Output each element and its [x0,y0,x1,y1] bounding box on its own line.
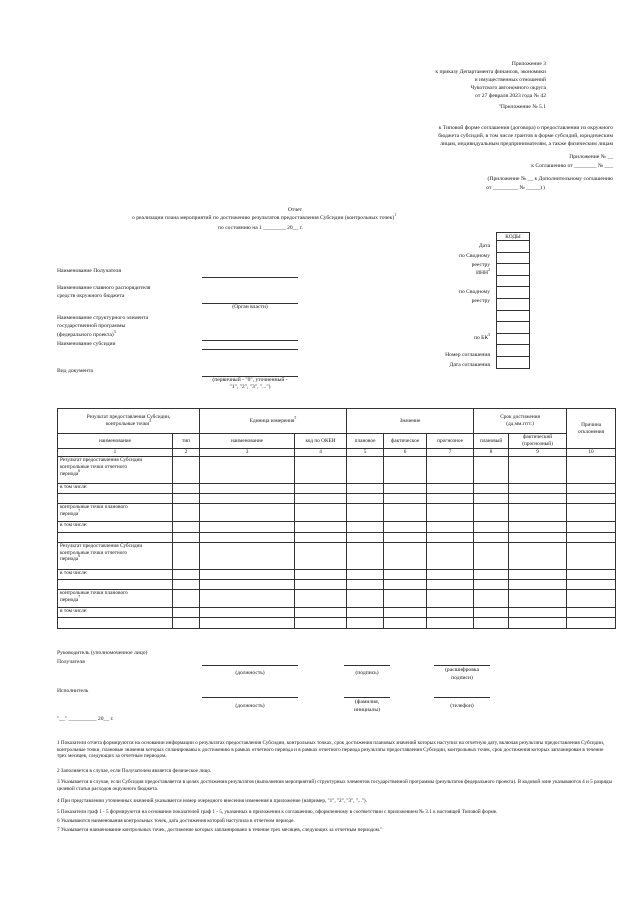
table-cell[interactable] [200,494,295,504]
code-label-registry-1b: реестру [471,262,490,268]
table-cell[interactable] [509,457,567,484]
code-label-date: Дата [478,243,490,249]
code-cell-empty-4[interactable] [497,322,530,334]
table-cell[interactable] [474,579,509,589]
doc-type-caption-1: (первичный - "0", уточненный - [212,377,288,383]
code-label-registry-1: по Сводному [458,253,490,259]
th-unit-text: Единица измерения [249,417,295,424]
footnote-4: 4 При представлении уточненных значений указывается номер очередного внесения изменения в приложение (например, "1", "2", "3", "..."). [57,798,367,804]
table-cell[interactable] [474,484,509,494]
table-cell[interactable] [295,542,347,569]
executor-name-caption-2: инициалы) [354,707,380,713]
row-label [58,504,173,522]
code-cell-agreement-number[interactable] [497,345,530,357]
table-cell[interactable] [384,542,427,569]
table-row [58,494,616,504]
th-reason-line-2: отклонения [578,428,605,435]
table-row [58,522,616,532]
row-label-line: контрольные точки отчетного [60,463,128,470]
table-cell[interactable] [173,590,200,608]
table-cell[interactable] [567,618,616,628]
row-label-line: контрольные точки планового [60,590,128,597]
code-label-registry-2: по Сводному [458,289,490,295]
struct-label-1: Наименование структурного элемента [57,315,149,321]
table-cell[interactable] [509,484,567,494]
struct-label-3 [57,332,116,339]
table-cell[interactable] [384,522,427,532]
code-cell-date[interactable] [497,241,530,253]
header-line-2: к приказу Департамента финансов, экономики [435,69,546,75]
table-cell[interactable] [200,579,295,589]
table-cell[interactable] [200,618,295,628]
table-cell[interactable] [347,494,384,504]
th-term-fact [509,434,567,449]
th-value: Значение [347,409,474,434]
col-num-8: 8 [474,449,509,457]
table-cell[interactable] [384,590,427,608]
th-term-fact-line-2: (прогнозный) [522,441,553,447]
table-cell[interactable] [384,457,427,484]
table-cell[interactable] [384,504,427,522]
table-cell[interactable] [474,590,509,608]
table-row [58,579,616,589]
code-label-bk-text: по БК [473,335,489,341]
table-row [58,569,616,579]
code-label-inn-text: ИНН [475,270,489,276]
report-subtitle-sup: 1 [394,213,397,218]
typical-form-line-1: к Типовой форме соглашения (договора) о предоставлении из окружного [438,125,613,131]
row-label [58,590,173,608]
th-result-sup: 5 [149,419,152,424]
table-cell[interactable] [295,484,347,494]
typical-form-line-2: бюджета субсидий, в том числе грантов в форме субсидий, юридическим [438,133,613,139]
footnote-2: 2 Заполняется в случае, если Получателем является физическое лицо. [57,768,212,774]
header-line-5: от 27 февраля 2023 года № 42 [475,93,546,99]
table-cell[interactable] [427,542,474,569]
table-cell[interactable] [427,484,474,494]
row-label-line: периода [60,511,79,518]
row-label: в том числе: [58,608,173,618]
table-cell[interactable] [567,484,616,494]
code-cell-empty-3[interactable] [497,310,530,322]
report-subtitle-text: о реализации плана мероприятий по достижению результатов предоставления Субсидии (контрольных точек) [132,215,395,221]
code-label-agreement-number: Номер соглашения [445,352,490,358]
table-cell[interactable] [474,494,509,504]
recipient-line[interactable] [202,277,298,278]
struct-label-3-sup: 3 [113,330,116,335]
table-row [58,532,616,542]
table-cell[interactable] [347,542,384,569]
code-cell-agreement-date[interactable] [497,356,530,368]
table-cell[interactable] [295,618,347,628]
th-unit-sup: 5 [294,415,297,420]
signatory-decoding-line[interactable] [434,665,490,666]
signature-date: "__" __________ 20__ г. [57,716,114,722]
table-cell[interactable] [200,608,295,618]
table-cell[interactable] [474,608,509,618]
th-result-line-1: Результат предоставления Субсидии, [86,414,171,421]
th-unit-name: наименование [200,434,295,449]
table-cell[interactable] [474,569,509,579]
table-cell[interactable] [567,522,616,532]
table-cell[interactable] [347,579,384,589]
col-num-5: 5 [347,449,384,457]
table-cell[interactable] [427,590,474,608]
table-cell[interactable] [474,504,509,522]
struct-label-3-text: (федерального проекта) [57,332,114,338]
table-cell[interactable] [173,494,200,504]
code-label-bk-sup: 3 [488,333,490,338]
table-cell[interactable] [427,579,474,589]
code-cell-registry-2[interactable] [497,287,530,299]
table-cell[interactable] [509,504,567,522]
appendix-additional-date: от _________ № _____) [486,185,542,191]
table-cell[interactable] [427,522,474,532]
table-cell[interactable] [509,579,567,589]
table-cell[interactable] [567,494,616,504]
th-forecast: прогнозное [427,434,474,449]
table-row [58,590,616,608]
table-cell[interactable] [427,532,474,542]
row-label-line: контрольные точки планового [60,504,128,511]
header-line-1: Приложение 3 [511,61,546,67]
footnote-1: 1 Показатели отчета формируются на основании информации о результатах предоставления Субсидии, контрольных точках, срок достижения плановых значений которых наступил на отчетную дату, включая результаты предоставления Субсидии, контрольные точки, плановые значения которых спланированы к достижению в рамках отчетного периода и в рамках отчетного периода результаты предоставления Субсидии, контрольных точек, срок достижения которых запланирован в течение трех месяцев, следующих за отчетным периодом. [57,740,605,760]
code-cell-inn[interactable] [497,264,530,276]
table-cell[interactable] [295,532,347,542]
row-label-line: контрольные точки отчетного [60,549,128,556]
subsidy-label: Наименование субсидии [57,341,116,347]
table-cell[interactable] [347,532,384,542]
signatory-label-1: Руководитель (уполномоченное лицо) [57,650,148,656]
grbs-label-2: средств окружного бюджета [57,293,125,299]
table-cell[interactable] [427,608,474,618]
table-cell[interactable] [474,618,509,628]
table-cell[interactable] [173,618,200,628]
grbs-caption: (Орган власти) [232,304,268,310]
table-cell[interactable] [384,484,427,494]
report-title: Отчет [287,207,303,213]
th-plan: плановое [347,434,384,449]
table-cell[interactable] [347,608,384,618]
struct-line[interactable] [202,340,298,341]
table-cell[interactable] [295,522,347,532]
table-cell[interactable] [474,457,509,484]
appendix-agreement: к Соглашению от ________ № ___ [531,163,613,169]
row-label-sup: 7 [78,595,81,600]
col-num-1: 1 [58,449,173,457]
table-cell[interactable] [567,569,616,579]
signatory-decoding-caption-2: подписи) [451,675,473,681]
table-cell[interactable] [295,579,347,589]
th-name: наименование [58,434,173,449]
table-cell[interactable] [567,532,616,542]
table-cell[interactable] [427,494,474,504]
row-label: в том числе: [58,569,173,579]
th-reason-line-1: Причина [581,421,602,428]
table-cell[interactable] [384,569,427,579]
table-cell[interactable] [427,569,474,579]
table-cell[interactable] [567,457,616,484]
table-cell[interactable] [347,504,384,522]
table-cell[interactable] [295,494,347,504]
col-num-7: 7 [427,449,474,457]
report-subtitle [132,215,396,222]
table-cell[interactable] [347,522,384,532]
th-fact: фактическое [384,434,427,449]
col-num-3: 3 [200,449,295,457]
table-cell[interactable] [509,542,567,569]
table-cell[interactable] [384,494,427,504]
signatory-position-line[interactable] [202,665,298,666]
row-label [58,542,173,569]
appendix-additional: (Приложение № __ к Дополнительному соглашению [487,176,613,182]
row-label-line: периода [60,556,79,563]
subsidy-line[interactable] [202,349,298,350]
table-cell[interactable] [567,579,616,589]
table-row [58,484,616,494]
table-cell[interactable] [384,608,427,618]
footnote-7: 7 Указывается наименование контрольных точек, достижение которых запланировано в течение трех месяцев, следующих за отчетным периодом." [57,827,383,833]
grbs-label-1: Наименование главного распорядителя [57,285,151,291]
row-label [58,457,173,484]
table-cell[interactable] [173,569,200,579]
row-label [58,579,173,589]
table-cell[interactable] [173,522,200,532]
th-unit [200,409,347,434]
code-label-agreement-date: Дата соглашения [449,362,490,368]
codes-header: КОДЫ [497,233,530,241]
table-cell[interactable] [200,590,295,608]
recipient-label: Наименование Получателя [57,268,122,274]
typical-form-line-3: лицам, индивидуальным предпринимателям, а также физическим лицам [440,141,613,147]
code-label-inn-sup: 2 [488,268,490,273]
row-label-line: Результат предоставления Субсидии [60,542,143,549]
table-cell[interactable] [509,590,567,608]
appendix-paren: ) [543,185,545,191]
table-cell[interactable] [347,618,384,628]
table-cell[interactable] [509,608,567,618]
table-cell[interactable] [173,608,200,618]
code-cell-empty-2[interactable] [497,298,530,310]
table-cell[interactable] [200,569,295,579]
row-label: в том числе: [58,484,173,494]
row-label [58,618,173,628]
report-table [57,408,616,629]
signatory-position-caption: (должность) [235,670,265,676]
table-cell[interactable] [200,522,295,532]
col-num-9: 9 [509,449,567,457]
table-cell[interactable] [567,504,616,522]
th-okei: код по ОКЕИ [295,434,347,449]
appendix-number: Приложение № __ [569,154,613,160]
table-cell[interactable] [295,590,347,608]
row-label [58,532,173,542]
header-line-4: Чукотского автономного округа [470,85,546,91]
code-label-inn [476,270,490,277]
th-type: тип [173,434,200,449]
table-cell[interactable] [200,484,295,494]
table-cell[interactable] [509,494,567,504]
executor-phone-caption: (телефон) [450,703,474,709]
table-cell[interactable] [474,542,509,569]
th-result [58,409,200,434]
table-row [58,618,616,628]
table-cell[interactable] [567,542,616,569]
table-row [58,457,616,484]
table-cell[interactable] [384,618,427,628]
col-num-10: 10 [567,449,616,457]
table-cell[interactable] [173,579,200,589]
executor-label: Исполнитель [57,688,89,694]
codes-table [496,232,530,369]
table-cell[interactable] [509,532,567,542]
doc-type-caption-2: "1", "2", "3", "...") [229,384,271,390]
code-cell-bk[interactable] [497,333,530,345]
row-label: в том числе: [58,522,173,532]
row-label-line: периода [60,470,79,477]
code-cell-empty-1[interactable] [497,275,530,287]
signatory-decoding-caption-1: (расшифровка [445,667,479,673]
table-row [58,542,616,569]
executor-position-caption: (должность) [235,703,265,709]
row-label-line: Результат предоставления Субсидии [60,457,143,463]
col-num-2: 2 [173,449,200,457]
th-reason [567,409,616,449]
th-term-line-2: (дд.мм.гггг.) [506,421,534,427]
executor-position-line[interactable] [202,697,298,698]
th-term-plan: плановый [474,434,509,449]
table-row [58,608,616,618]
table-row [58,504,616,522]
code-label-registry-2b: реестру [471,298,490,304]
signatory-label-2: Получателя [57,659,85,665]
table-cell[interactable] [173,532,200,542]
table-cell[interactable] [427,618,474,628]
col-num-4: 4 [295,449,347,457]
table-cell[interactable] [384,579,427,589]
code-label-bk [474,335,490,342]
table-cell[interactable] [567,608,616,618]
table-cell[interactable] [295,569,347,579]
signatory-signature-line[interactable] [344,665,390,666]
table-cell[interactable] [200,457,295,484]
footnote-6: 6 Указываются наименования контрольных точек, дата достижения которой наступила в отчетном периоде. [57,818,295,824]
table-cell[interactable] [384,532,427,542]
table-cell[interactable] [295,504,347,522]
table-cell[interactable] [509,618,567,628]
table-cell[interactable] [474,522,509,532]
table-cell[interactable] [347,457,384,484]
table-cell[interactable] [509,569,567,579]
executor-name-line[interactable] [344,697,390,698]
executor-phone-line[interactable] [434,697,490,698]
th-term [474,409,567,434]
th-term-fact-line-1: фактический [522,434,553,441]
table-cell[interactable] [427,504,474,522]
row-label-sup: 6 [78,554,81,559]
header-line-3: и имущественных отношений [474,77,546,83]
row-label-sup: 6 [78,468,81,473]
row-label [58,494,173,504]
row-label-line: периода [60,596,79,603]
executor-name-caption-1: (фамилия, [354,699,380,705]
th-term-line-1: Срок достижения [500,414,540,421]
table-cell[interactable] [474,532,509,542]
code-cell-registry-1[interactable] [497,252,530,264]
table-cell[interactable] [427,457,474,484]
table-cell[interactable] [347,590,384,608]
col-num-6: 6 [384,449,427,457]
table-cell[interactable] [200,542,295,569]
table-cell[interactable] [200,532,295,542]
report-date-line: по состоянию на 1 ________ 20__ г. [218,225,303,231]
signatory-signature-caption: (подпись) [355,670,379,676]
table-cell[interactable] [295,608,347,618]
th-result-line-2: контрольные точки [105,421,150,427]
table-cell[interactable] [200,504,295,522]
row-label-sup: 7 [78,509,81,514]
header-line-6: "Приложение № 5.1 [498,104,546,110]
table-cell[interactable] [347,569,384,579]
table-cell[interactable] [509,522,567,532]
table-cell[interactable] [173,457,200,484]
table-cell[interactable] [173,484,200,494]
footnote-3: 3 Указывается в случае, если Субсидия предоставляется в целях достижения результатов (выполнения мероприятий) структурных элементов государственной программы (результатов федерального проекта). В кодовой зоне указываются 4 и 5 разряды целевой статьи расходов окружного бюджета. [57,779,613,792]
table-cell[interactable] [347,484,384,494]
table-cell[interactable] [295,457,347,484]
table-cell[interactable] [173,542,200,569]
doc-type-label: Вид документа [57,368,93,374]
footnote-5: 5 Показатели граф 1 - 5 формируются на основании показателей граф 1 - 5, указанных в приложении к соглашению, оформленному в соответствии с приложением № 3.1 к настоящей Типовой форме. [57,809,498,815]
table-cell[interactable] [567,590,616,608]
struct-label-2: государственной программы [57,323,126,329]
table-cell[interactable] [173,504,200,522]
